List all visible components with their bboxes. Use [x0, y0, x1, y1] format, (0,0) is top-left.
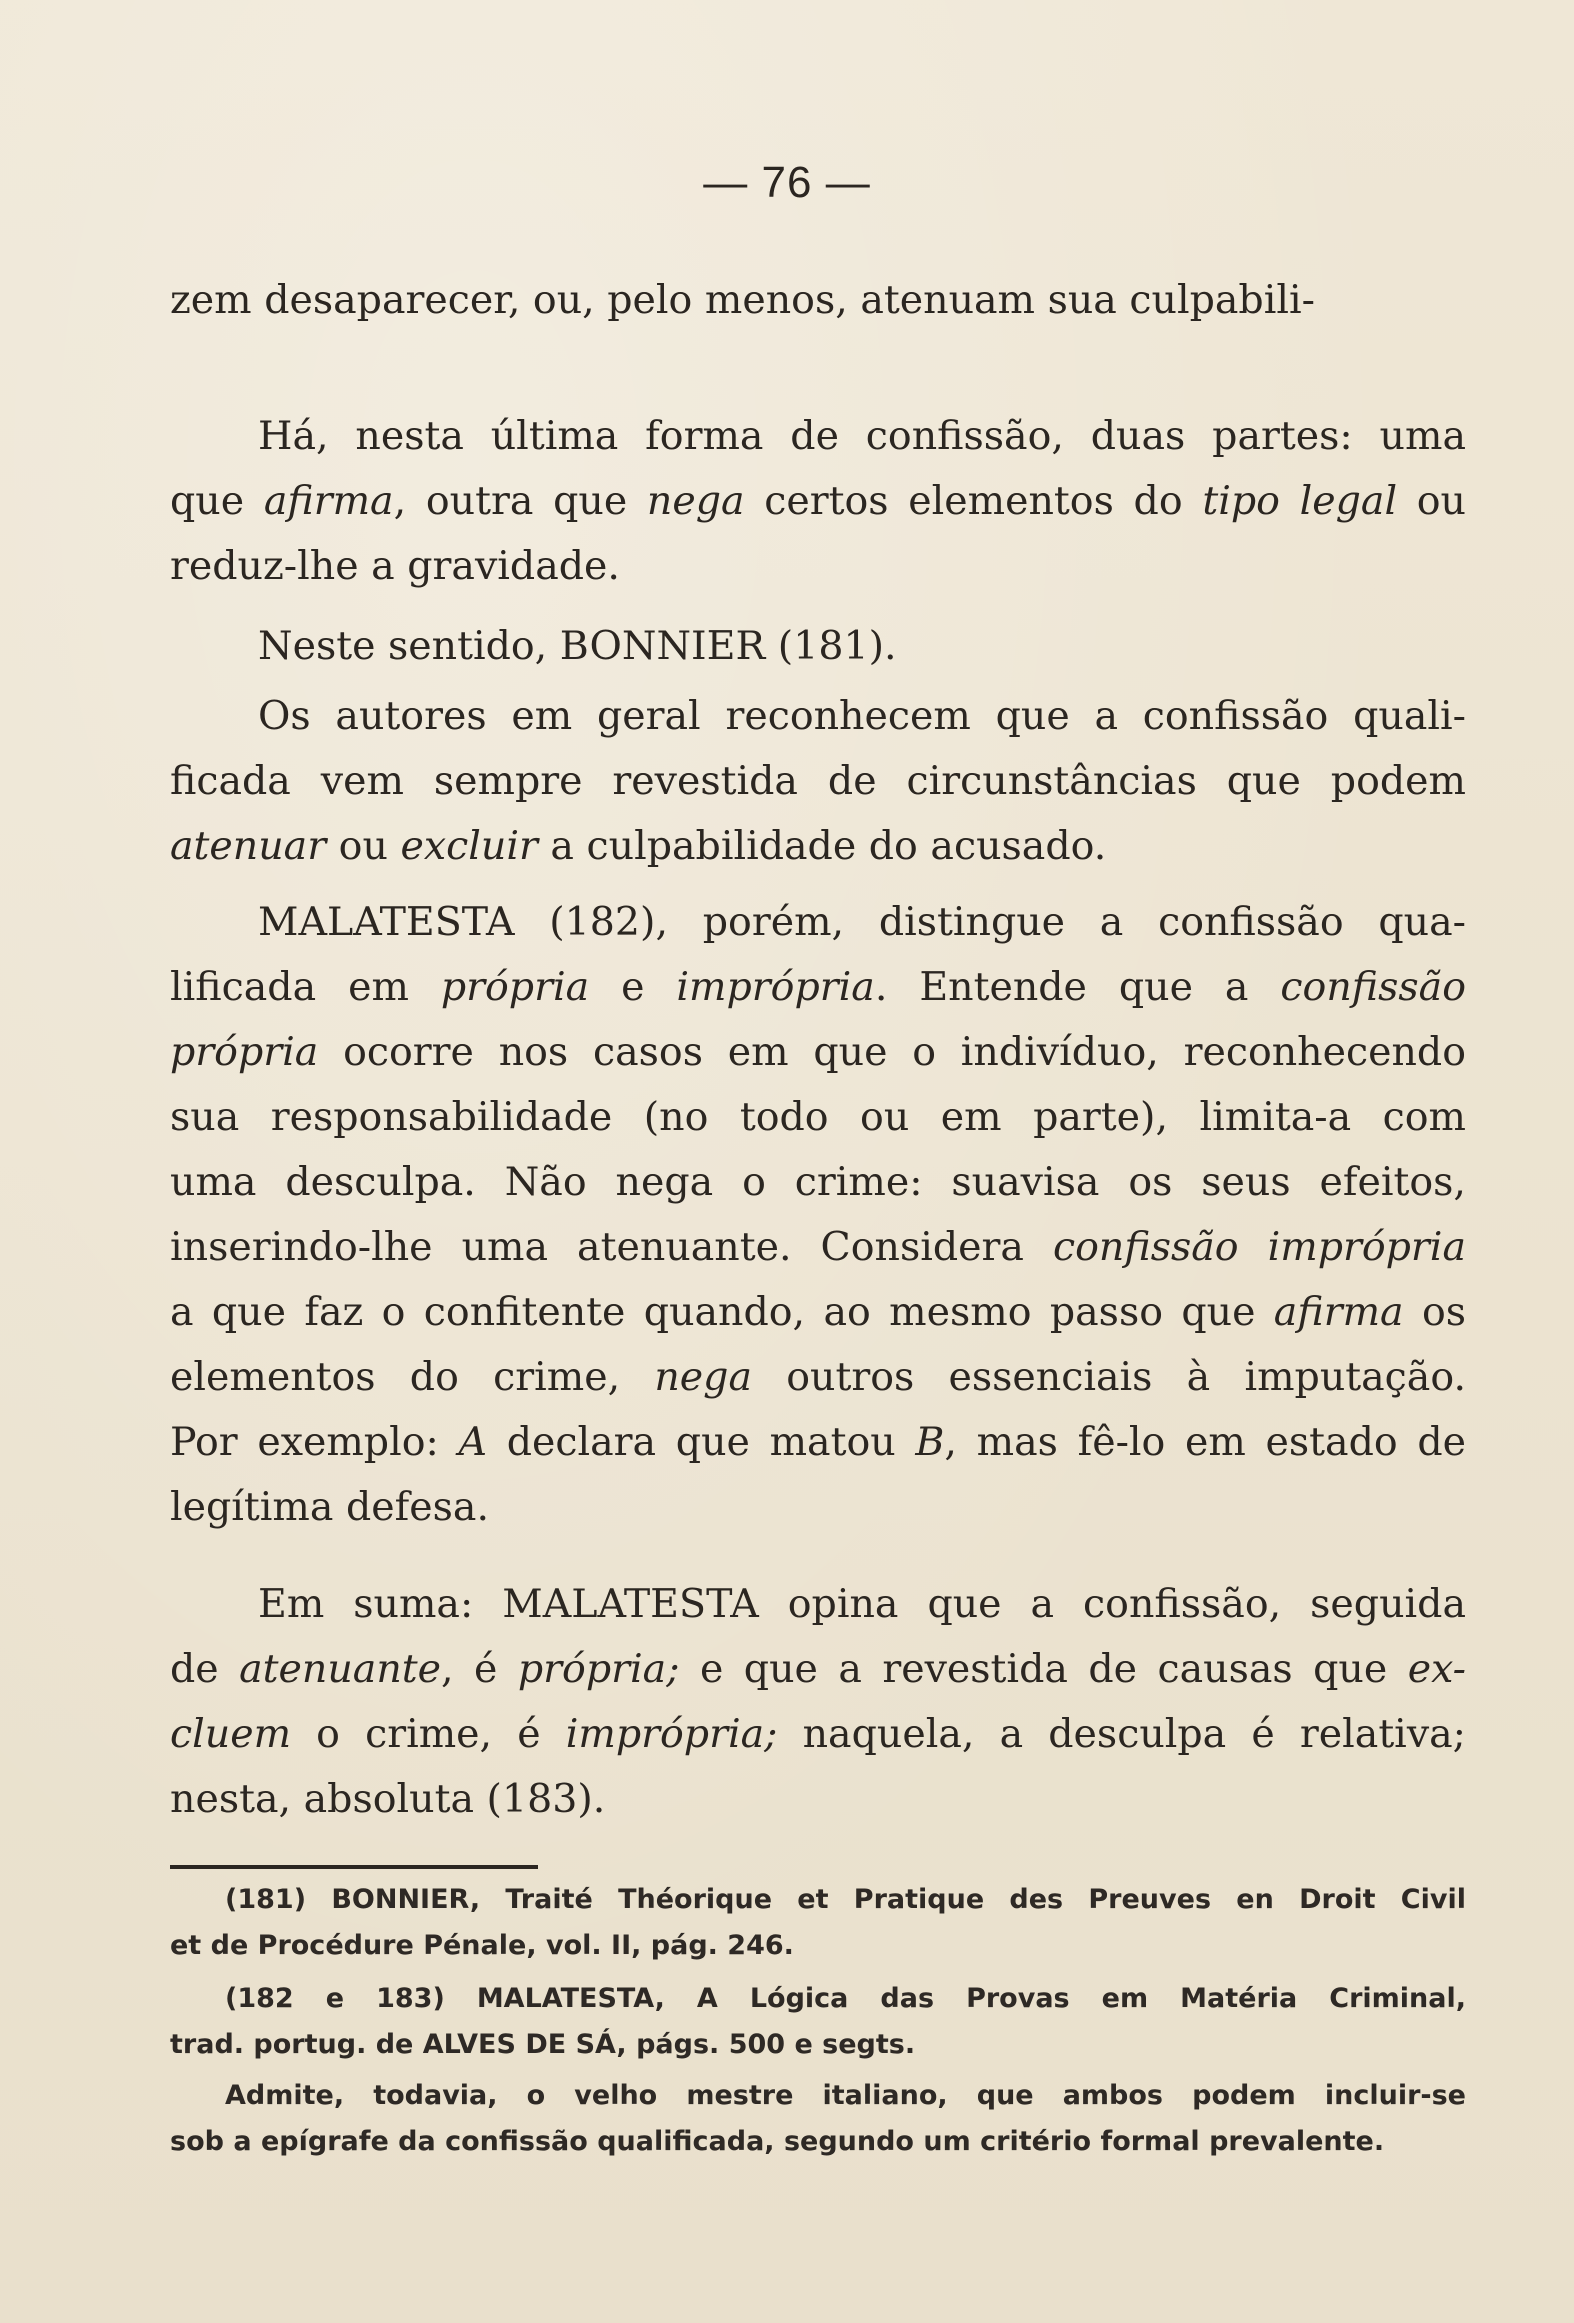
text-line: MALATESTA (182), porém, distingue a confissão qua-: [258, 899, 1466, 945]
text-line: [170, 955, 1466, 1020]
text-line: [170, 1280, 1466, 1345]
text-line: Neste sentido, BONNIER (181).: [258, 623, 897, 669]
text-run: . Entende que a: [874, 964, 1281, 1010]
italic-term: cluem: [170, 1711, 292, 1757]
text-line: Em suma: MALATESTA opina que a confissão, seguida: [258, 1581, 1466, 1627]
text-run: a culpabilidade do acusado.: [537, 823, 1107, 869]
italic-term: própria: [170, 1029, 319, 1075]
text-run: , outra que: [393, 478, 647, 524]
text-run: e: [589, 964, 677, 1010]
italic-term: A: [458, 1419, 488, 1465]
text-line: [170, 1345, 1466, 1410]
italic-term: atenuar: [170, 823, 327, 869]
footnote-line: sob a epígrafe da confissão qualificada, segundo um critério formal prevalente.: [170, 2126, 1385, 2157]
footnote-182-183: [170, 1976, 1466, 2068]
italic-term: afirma: [1273, 1289, 1404, 1335]
footnote-line: (181) BONNIER, Traité Théorique et Pratique des Preuves en Droit Civil: [225, 1884, 1466, 1915]
text-line: [170, 814, 1466, 879]
paragraph-authors: [170, 684, 1466, 879]
footnote-note: [170, 2073, 1466, 2165]
italic-term: nega: [646, 478, 745, 524]
italic-term: confissão: [1280, 964, 1466, 1010]
text-run: declara que matou: [487, 1419, 916, 1465]
italic-term: própria: [440, 964, 590, 1010]
italic-term: imprópria;: [565, 1711, 778, 1757]
footnote-line: trad. portug. de ALVES DE SÁ, págs. 500 e segts.: [170, 2029, 916, 2060]
text-line: [170, 469, 1466, 534]
text-run: Por exemplo:: [170, 1419, 459, 1465]
text-run: outros essenciais à imputação.: [752, 1354, 1466, 1400]
italic-term: ex-: [1407, 1646, 1466, 1692]
text-line: [170, 1410, 1466, 1475]
text-line: [170, 1637, 1466, 1702]
text-line: Há, nesta última forma de confissão, duas partes: uma: [258, 413, 1466, 459]
text-line: uma desculpa. Não nega o crime: suavisa os seus efeitos,: [170, 1159, 1466, 1205]
italic-term: imprópria: [676, 964, 875, 1010]
text-run: , é: [441, 1646, 518, 1692]
italic-term: própria;: [517, 1646, 680, 1692]
text-line: zem desaparecer, ou, pelo menos, atenuam sua culpabili-: [170, 277, 1315, 323]
text-run: os: [1403, 1289, 1466, 1335]
text-line: [170, 1020, 1466, 1085]
paragraph-malatesta: [170, 890, 1466, 1540]
italic-term: confissão imprópria: [1053, 1224, 1466, 1270]
text-run: ocorre nos casos em que o indivíduo, reconhecendo: [318, 1029, 1466, 1075]
italic-term: nega: [654, 1354, 753, 1400]
text-line: [170, 1702, 1466, 1767]
text-run: a que faz o confitente quando, ao mesmo passo que: [170, 1289, 1274, 1335]
italic-term: atenuante: [239, 1646, 442, 1692]
text-run: certos elementos do: [744, 478, 1203, 524]
footnote-line: et de Procédure Pénale, vol. II, pág. 246.: [170, 1930, 794, 1961]
text-run: elementos do crime,: [170, 1354, 655, 1400]
text-run: ou: [1397, 478, 1466, 524]
text-line: nesta, absoluta (183).: [170, 1776, 606, 1822]
text-line: ficada vem sempre revestida de circunstâncias que podem: [170, 758, 1466, 804]
text-run: ou: [326, 823, 401, 869]
text-run: inserindo-lhe uma atenuante. Considera: [170, 1224, 1054, 1270]
italic-term: tipo legal: [1202, 478, 1398, 524]
text-line: legítima defesa.: [170, 1484, 490, 1530]
footnote-divider: [170, 1865, 538, 1869]
footnote-181: [170, 1877, 1466, 1969]
text-run: que: [170, 478, 264, 524]
italic-term: B: [915, 1419, 945, 1465]
italic-term: excluir: [400, 823, 538, 869]
text-line: reduz-lhe a gravidade.: [170, 543, 620, 589]
footnote-line: Admite, todavia, o velho mestre italiano, que ambos podem incluir-se: [225, 2080, 1466, 2111]
italic-term: afirma: [263, 478, 394, 524]
paragraph-continuation: [170, 268, 1466, 333]
text-run: e que a revestida de causas que: [679, 1646, 1408, 1692]
footnote-line: (182 e 183) MALATESTA, A Lógica das Provas em Matéria Criminal,: [225, 1983, 1466, 2014]
text-line: [170, 1215, 1466, 1280]
paragraph-summary: [170, 1572, 1466, 1832]
paragraph-qualified-confession-parts: [170, 404, 1466, 599]
text-line: Os autores em geral reconhecem que a confissão quali-: [258, 693, 1466, 739]
text-run: , mas fê-lo em estado de: [944, 1419, 1467, 1465]
page-number: — 76 —: [703, 158, 871, 207]
text-line: sua responsabilidade (no todo ou em parte), limita-a com: [170, 1094, 1466, 1140]
text-run: de: [170, 1646, 240, 1692]
text-run: lificada em: [170, 964, 441, 1010]
text-run: o crime, é: [291, 1711, 566, 1757]
paragraph-bonnier: [170, 614, 1466, 679]
text-run: naquela, a desculpa é relativa;: [777, 1711, 1466, 1757]
